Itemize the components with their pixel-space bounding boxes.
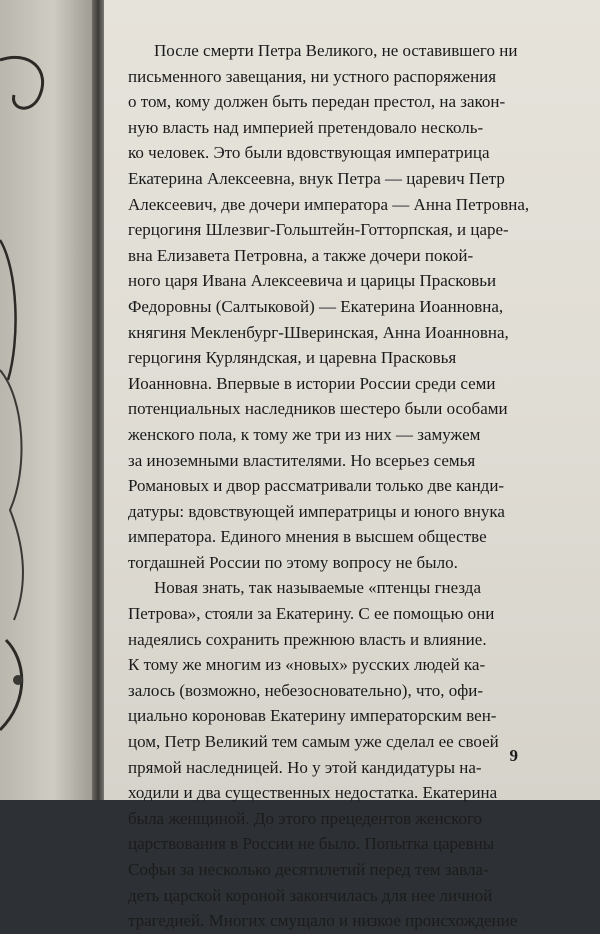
text-line: циально короновав Екатерину императорским вен- — [128, 706, 497, 726]
text-line: княгиня Мекленбург-Шверинская, Анна Иоанновна, — [128, 322, 509, 342]
text-line: датуры: вдовствующей императрицы и юного внука — [128, 501, 505, 521]
text-line: Иоанновна. Впервые в истории России среди семи — [128, 373, 496, 393]
text-line: ко человек. Это были вдовствующая императрица — [128, 143, 490, 163]
text-line: После смерти Петра Великого, не оставившего ни — [154, 41, 518, 60]
text-line: письменного завещания, ни устного распоряжения — [128, 66, 497, 86]
text-line: Алексеевич, две дочери императора — Анна Петровна, — [128, 194, 530, 214]
text-line: Романовых и двор рассматривали только две канди- — [128, 476, 505, 496]
text-line: цом, Петр Великий тем самым уже сделал ее своей — [128, 732, 499, 752]
text-line: императора. Единого мнения в высшем обществе — [128, 527, 487, 547]
text-line: герцогиня Курляндская, и царевна Прасковья — [128, 348, 457, 368]
text-line: К тому же многим из «новых» русских людей ка- — [128, 655, 486, 675]
text-line: деть царской короной закончилась для нее личной — [128, 885, 493, 905]
text-line: ходили и два существенных недостатка. Екатерина — [128, 783, 498, 803]
ornament-illustration — [0, 40, 70, 760]
text-line: герцогиня Шлезвиг-Гольштейн-Готторпская, и царе- — [128, 220, 509, 240]
text-line: Федоровны (Салтыковой) — Екатерина Иоанновна, — [128, 296, 504, 316]
book-page — [104, 0, 600, 931]
text-line: была женщиной. До этого прецедентов женского — [128, 808, 483, 828]
page-number: 9 — [509, 746, 518, 765]
text-line: надеялись сохранить прежнюю власть и влияние. — [128, 629, 487, 649]
text-line: Петрова», стояли за Екатерину. С ее помощью они — [128, 604, 495, 624]
text-line: прямой наследницей. Но у этой кандидатуры на- — [128, 757, 482, 777]
text-line: Екатерина Алексеевна, внук Петра — царевич Петр — [128, 168, 505, 188]
text-line: потенциальных наследников шестеро были особами — [128, 399, 508, 419]
text-line: ную власть над империей претендовало несколь- — [128, 117, 484, 137]
facing-page — [0, 0, 96, 800]
text-line: ного царя Ивана Алексеевича и царицы Прасковьи — [128, 271, 497, 291]
text-line: тогдашней России по этому вопросу не было. — [128, 552, 458, 572]
text-line: царствования в России не было. Попытка царевны — [128, 834, 495, 854]
text-line: за иноземными властителями. Но всерьез семья — [128, 450, 476, 470]
text-line: трагедией. Многих смущало и низкое происхождение — [128, 911, 518, 931]
text-line: вна Елизавета Петровна, а также дочери покой- — [128, 245, 474, 265]
text-line: Софьи за несколько десятилетий перед тем завла- — [128, 860, 489, 879]
text-line: Новая знать, так называемые «птенцы гнезда — [154, 578, 482, 598]
text-line: о том, кому должен быть передан престол, на закон- — [128, 92, 506, 112]
text-line: залось (возможно, небезосновательно), что, офи- — [128, 680, 483, 700]
body-text — [128, 38, 592, 934]
text-line: женского пола, к тому же три из них — замужем — [128, 424, 481, 444]
